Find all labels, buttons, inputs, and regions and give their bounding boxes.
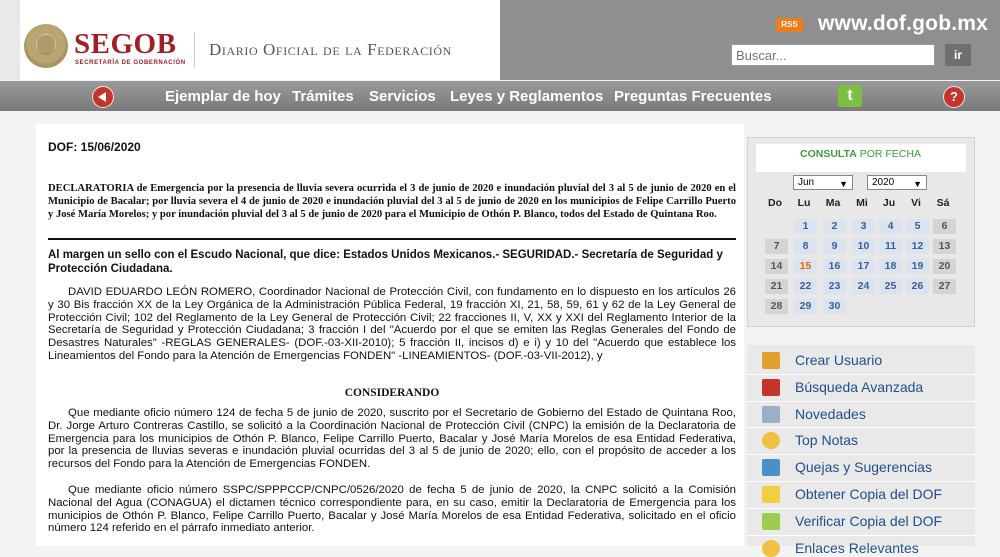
calendar-day[interactable]: 5 xyxy=(906,219,929,234)
link-crear-usuario[interactable]: Crear Usuario xyxy=(795,352,883,368)
calendar-day[interactable]: 22 xyxy=(794,279,817,294)
calendar-day-header: Ma xyxy=(825,197,841,209)
site-url: www.dof.gob.mx xyxy=(818,12,989,35)
link-enlaces-relevantes[interactable]: Enlaces Relevantes xyxy=(795,539,919,556)
link-separator xyxy=(747,535,975,536)
calendar-day-header: Ju xyxy=(882,197,896,209)
nav-preguntas-frecuentes[interactable]: Preguntas Frecuentes xyxy=(614,88,772,105)
link-separator xyxy=(747,454,975,455)
link-novedades[interactable]: Novedades xyxy=(795,405,866,422)
month-select[interactable] xyxy=(793,175,853,190)
link-top-notas[interactable]: Top Notas xyxy=(795,432,859,449)
search-button[interactable]: ir xyxy=(945,44,971,66)
calendar-title-bold: CONSULTA xyxy=(800,148,857,160)
user-add-icon[interactable] xyxy=(762,352,780,369)
segob-logo[interactable]: SEGOB xyxy=(74,28,177,60)
publication-date: DOF: 15/06/2020 xyxy=(48,140,141,154)
title-rule xyxy=(48,238,736,240)
search-icon[interactable] xyxy=(762,379,780,396)
calendar-day[interactable]: 2 xyxy=(823,219,846,234)
rss-icon[interactable]: RSS xyxy=(776,18,803,32)
segob-subtitle: SECRETARÍA DE GOBERNACIÓN xyxy=(75,60,186,66)
link-separator xyxy=(747,427,975,428)
calendar-day-header: Lu xyxy=(797,197,811,209)
calendar-day[interactable]: 29 xyxy=(794,299,817,314)
paragraph-considerando-2: Que mediante oficio número SSPC/SPPPCCP/CNPC/0526/2020 de fecha 5 de junio de 2020, la CNPC solicitó a la Comisión Nacional del Agua (CONAGUA) el dictamen técnico correspondiente para, en su caso, emitir la Declaratoria de Emergencia para los municipios de Othón P. Blanco, Felipe Carrillo Puerto, Bacalar y José María Morelos de esa Entidad Federativa, solicitado en el oficio número 124 referido en el párrafo inmediato anterior. xyxy=(48,484,736,535)
back-arrow-icon[interactable] xyxy=(92,86,114,108)
chevron-down-icon: ▼ xyxy=(839,179,848,189)
calendar-day[interactable]: 3 xyxy=(852,219,875,234)
mail-icon[interactable] xyxy=(762,459,780,476)
calendar-day[interactable]: 9 xyxy=(823,239,846,254)
calendar-title xyxy=(800,148,921,160)
header-divider xyxy=(194,32,195,68)
calendar-day[interactable]: 1 xyxy=(794,219,817,234)
calendar-day: 20 xyxy=(933,259,956,274)
document-check-icon[interactable] xyxy=(762,513,780,530)
calendar-day[interactable]: 11 xyxy=(879,239,902,254)
header-shade xyxy=(0,0,20,80)
link-quejas-y-sugerencias[interactable]: Quejas y Sugerencias xyxy=(795,459,932,476)
main-nav xyxy=(0,81,1000,111)
calendar-day[interactable]: 18 xyxy=(879,259,902,274)
calendar-day[interactable]: 24 xyxy=(852,279,875,294)
site-title[interactable]: Diario Oficial de la Federación xyxy=(209,40,452,59)
calendar-day: 13 xyxy=(933,239,956,254)
calendar-day-header: Vi xyxy=(911,197,921,209)
calendar-day[interactable]: 19 xyxy=(906,259,929,274)
search-input[interactable] xyxy=(731,44,935,66)
calendar-day-header: Do xyxy=(768,197,782,209)
link-obtener-copia-del-dof[interactable]: Obtener Copia del DOF xyxy=(795,486,943,502)
nav-ejemplar-de-hoy[interactable]: Ejemplar de hoy xyxy=(165,88,281,105)
calendar-day-header: Mi xyxy=(856,197,868,209)
nav-leyes-y-reglamentos[interactable]: Leyes y Reglamentos xyxy=(450,88,604,105)
news-icon[interactable] xyxy=(762,406,780,423)
calendar-day: 6 xyxy=(933,219,956,234)
link-busqueda-avanzada[interactable]: Búsqueda Avanzada xyxy=(795,378,924,395)
document-icon[interactable] xyxy=(762,486,780,503)
calendar-day[interactable]: 26 xyxy=(906,279,929,294)
margin-note: Al margen un sello con el Escudo Nacional, que dice: Estados Unidos Mexicanos.- SEGURIDAD.- Secretaría de Seguridad y Protección Ciudadana. xyxy=(48,249,723,275)
calendar-day[interactable]: 23 xyxy=(823,279,846,294)
calendar-day: 28 xyxy=(765,299,788,314)
seal-eagle xyxy=(37,35,55,55)
twitter-icon[interactable]: t xyxy=(838,85,862,107)
calendar-day[interactable]: 17 xyxy=(852,259,875,274)
calendar-day[interactable]: 4 xyxy=(879,219,902,234)
calendar-day: 7 xyxy=(765,239,788,254)
paragraph-considerando-1: Que mediante oficio número 124 de fecha 5 de junio de 2020, suscrito por el Secretario de Gobierno del Estado de Quintana Roo, Dr. Jorge Arturo Contreras Castillo, se solicitó a la Coordinación Nacional de Protección Civil (CNPC) la emisión de la Declaratoria de Emergencia para los municipios de Othón P. Blanco, Felipe Carrillo Puerto, Bacalar y José María Morelos de esa Entidad Federativa, por la presencia de lluvias severas e inundación pluvial ocurridas del 3 al 5 de junio de 2020; ello, con el propósito de acceder a los recursos del Fondo para la Atención de Emergencias FONDEN. xyxy=(48,407,736,470)
calendar-day[interactable]: 10 xyxy=(852,239,875,254)
calendar-day: 27 xyxy=(933,279,956,294)
calendar-day[interactable]: 30 xyxy=(823,299,846,314)
nav-servicios[interactable]: Servicios xyxy=(369,88,436,105)
paragraph-fundamento: DAVID EDUARDO LEÓN ROMERO, Coordinador Nacional de Protección Civil, con fundamento en lo dispuesto en los artículos 26 y 30 Bis fracción XX de la Ley Orgánica de la Administración Pública Federal, 19 fracción XI, 21, 58, 59, 61 y 62 de la Ley General de Protección Civil; 102 del Reglamento de la Ley General de Protección Civil; 22 fracciones II, V, XX y XXI del Reglamento Interior de la Secretaría de Seguridad y Protección Ciudadana; 3 fracción I del "Acuerdo por el que se emiten las Reglas Generales del Fondo de Desastres Naturales" -REGLAS GENERALES- (DOF.-03-XII-2010); 5 fracción II, incisos d) e i) y 10 del "Acuerdo que establece los Lineamientos del Fondo para la Atención de Emergencias FONDEN" -LINEAMIENTOS- (DOF.-03-VII-2012), y xyxy=(48,286,736,362)
nav-tramites[interactable]: Trámites xyxy=(292,88,354,105)
help-icon[interactable]: ? xyxy=(943,86,965,108)
year-select[interactable] xyxy=(867,175,927,190)
calendar-day-header: Sá xyxy=(936,197,950,209)
month-value: Jun xyxy=(798,177,815,188)
star-icon[interactable] xyxy=(762,540,780,557)
year-value: 2020 xyxy=(872,177,895,188)
national-seal-icon[interactable] xyxy=(24,24,68,68)
calendar-day[interactable]: 16 xyxy=(823,259,846,274)
link-separator xyxy=(747,508,975,509)
calendar-day[interactable]: 15 xyxy=(794,259,817,274)
calendar-title-rest: POR FECHA xyxy=(859,148,921,160)
considerando-heading: CONSIDERANDO xyxy=(344,387,440,399)
calendar-day[interactable]: 12 xyxy=(906,239,929,254)
calendar-day[interactable]: 25 xyxy=(879,279,902,294)
calendar-day: 14 xyxy=(765,259,788,274)
calendar-day[interactable]: 8 xyxy=(794,239,817,254)
chevron-down-icon: ▼ xyxy=(913,179,922,189)
link-verificar-copia-del-dof[interactable]: Verificar Copia del DOF xyxy=(795,512,943,529)
calendar-day: 21 xyxy=(765,279,788,294)
declaratoria-title: DECLARATORIA de Emergencia por la presencia de lluvia severa ocurrida el 3 de junio de 2020 e inundación pluvial del 3 al 5 de junio de 2020 en el Municipio de Bacalar; por lluvia severa el 4 de junio de 2020 e inundación pluvial del 3 al 5 de junio de 2020 en los municipios de Felipe Carrillo Puerto y José María Morelos; y por inundación pluvial del 3 al 5 de junio de 2020 para el Municipio de Othón P. Blanco, todos del Estado de Quintana Roo. xyxy=(48,183,736,221)
link-separator xyxy=(747,401,975,402)
link-separator xyxy=(747,481,975,482)
link-separator xyxy=(747,374,975,375)
